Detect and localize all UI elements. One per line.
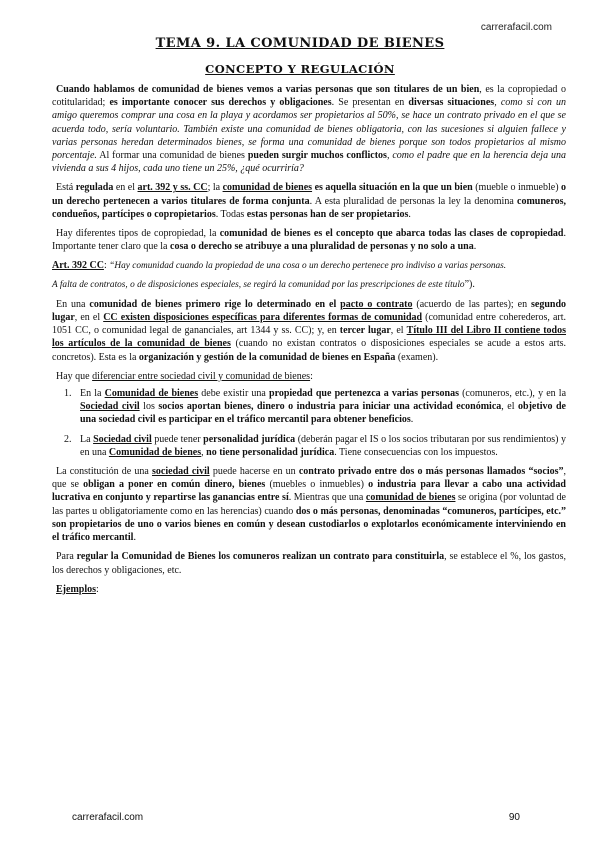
p6-text-10: , el — [390, 325, 407, 337]
footer-site-name: carrerafacil.com — [72, 812, 144, 823]
p4-text-1: : — [103, 260, 110, 272]
p6-bold-13: organización y gestión de la comunidad de bienes en España — [138, 351, 396, 363]
p1-text-2: , es la copropiedad o cotitularidad; — [52, 84, 566, 109]
p8-sociedad: sociedad civil — [152, 466, 210, 478]
page-number: 90 — [508, 812, 520, 823]
li1-sociedad: Sociedad civil — [80, 401, 140, 413]
p6-text-14: (examen). — [395, 351, 439, 363]
li2-bold-4: personalidad jurídica — [203, 433, 296, 445]
li2-comunidad: Comunidad de bienes — [108, 446, 202, 458]
p9-bold-2: regular la Comunidad de Bienes los comuneros realizan un contrato para constituirla — [76, 551, 445, 563]
p6-text-12: (cuando no existan contratos o disposiciones especiales se acude a estos arts. concretos). Esta es la — [52, 338, 566, 363]
p3-bold-2: comunidad de bienes es el concepto que abarca todas las clases de copropiedad — [219, 228, 564, 240]
list-item — [74, 387, 566, 427]
p6-text-4: (acuerdo de las partes); en — [412, 298, 532, 310]
p6-text-6: , en el — [74, 312, 104, 324]
li2-text-7: , — [201, 446, 207, 458]
p7-text-3: : — [310, 370, 313, 382]
li1-text-11: . — [410, 414, 414, 426]
p1-bold-5: diversas situaciones — [408, 97, 495, 109]
p1-text-7: Al formar una comunidad de bienes — [96, 150, 248, 162]
li1-text-5: (comuneros, etc.), y en la — [458, 388, 567, 400]
p2-term: comunidad de bienes — [222, 182, 313, 194]
paragraph-constitution — [52, 465, 566, 544]
li2-text-5: (deberán pagar el IS o los socios tributaran por sus rendimientos) y en una — [80, 433, 566, 458]
paragraph-article-quote — [52, 259, 566, 273]
p4-quote: “Hay comunidad cuando la propiedad de una cosa o un derecho pertenece pro indiviso a varias personas. — [109, 261, 507, 272]
li1-bold-4: propiedad que pertenezca a varias personas — [269, 388, 459, 400]
paragraph-regular — [52, 550, 566, 576]
p2-text-3: en el — [113, 182, 138, 194]
li1-text-9: , el — [501, 401, 519, 413]
p2-text-12: . Todas — [215, 208, 247, 220]
li1-text-7: los — [139, 401, 159, 413]
li2-bold-8: no tiene personalidad jurídica — [206, 446, 335, 458]
p1-italic-9: , como el padre que en la herencia deja una vivienda a sus 4 hijos, cada uno tiene un 25%, ¿qué ocurriría? — [52, 150, 566, 175]
p6-text-8: (comunidad entre coherederos, art. 1051 CC, o comunidad legal de gananciales, art 1344 y ss. CC); y, en — [52, 312, 567, 337]
p6-title-iii: Título III del Libro II contiene todos los artículos de la comunidad de bienes — [52, 325, 567, 350]
p2-bold-2: regulada — [75, 182, 114, 194]
p8-text-7: (muebles o inmuebles) — [265, 479, 369, 491]
p1-bold-1: Cuando hablamos de comunidad de bienes vemos a varias personas que son titulares de un bien — [56, 84, 480, 95]
li1-text-1: En la — [80, 388, 105, 400]
p2-text-14: . — [408, 208, 411, 220]
p1-bold-8: pueden surgir muchos conflictos — [247, 150, 387, 162]
p5-text-1: A falta de contratos, o — [52, 279, 138, 290]
p8-text-1: La constitución de una — [56, 466, 153, 478]
p2-bold-13: estas personas han de ser propietarios — [246, 208, 409, 220]
p2-text-1: Está — [56, 182, 76, 194]
p8-text-13: . — [133, 532, 136, 544]
p6-bold-5: segundo lugar — [52, 298, 567, 324]
examples-heading: Ejemplos — [56, 583, 96, 595]
paragraph-examples — [52, 583, 566, 596]
p2-bold-7: es aquella situación en la que un bien — [312, 182, 473, 194]
paragraph-order — [52, 298, 566, 364]
differences-list — [52, 387, 566, 459]
paragraph-types — [52, 227, 566, 253]
li1-bold-10: objetivo de una sociedad civil es participar en el tráfico mercantil para obtener beneficios — [80, 401, 566, 426]
p7-underlined: diferenciar entre sociedad civil y comunidad de bienes — [92, 370, 311, 382]
paragraph-differentiate — [52, 370, 566, 383]
p5-text-3: ”). — [464, 278, 475, 290]
p8-bold-6: obligan a poner en común dinero, bienes — [83, 479, 266, 491]
p3-bold-4: cosa o derecho se atribuye a una pluralidad de personas y no solo a una — [170, 241, 474, 253]
p5-text-2: de disposiciones especiales, se regirá la comunidad por las prescripciones de este título — [137, 279, 465, 290]
p2-text-8: (mueble o inmueble) — [472, 182, 562, 194]
p4-article-ref: Art. 392 CC — [52, 260, 104, 272]
p8-text-5: , que se — [52, 466, 567, 491]
p8-text-9: . Mientras que una — [288, 492, 366, 504]
p8-bold-12: dos o más personas, denominadas “comuneros, partícipes, etc.” son propietarios de uno o varios bienes en común y desean custodiarlos o explotarlos económicamente interviniendo en el tráfico mercantil — [52, 505, 567, 544]
p7-text-1: Hay que — [56, 370, 93, 382]
p8-bold-8: o industria para llevar a cabo una actividad lucrativa en conjunto y repartirse las ganancias entre sí — [52, 479, 566, 504]
p6-bold-9: tercer lugar — [339, 325, 391, 337]
p6-contract: pacto o contrato — [340, 298, 413, 310]
p8-text-11: se origina (por voluntad de las partes u obligatoriamente como en las herencias) cuando — [52, 492, 566, 517]
p3-text-1: Hay diferentes tipos de copropiedad, la — [56, 228, 220, 240]
p1-bold-3: es importante conocer sus derechos y obligaciones — [109, 97, 332, 109]
p8-text-3: puede hacerse en un — [209, 466, 299, 478]
li1-comunidad: Comunidad de bienes — [104, 388, 199, 400]
document-body — [52, 83, 566, 602]
p2-article-ref: art. 392 y ss. CC — [137, 182, 208, 194]
paragraph-regulation — [52, 181, 566, 221]
p2-text-10: . A esta pluralidad de personas la ley la denomina — [309, 195, 517, 207]
p8-bold-4: contrato privado entre dos o más personas llamados “socios” — [298, 466, 564, 478]
p9-text-1: Para — [56, 551, 77, 563]
li2-sociedad: Sociedad civil — [93, 433, 152, 445]
paragraph-quote-cont — [52, 278, 566, 292]
li2-text-3: puede tener — [151, 433, 204, 445]
p2-bold-11: comuneros, condueños, partícipes o copropietarios — [52, 195, 566, 220]
section-subtitle: CONCEPTO Y REGULACIÓN — [205, 62, 395, 76]
p2-bold-9: o un derecho pertenecen a varios titulares de forma conjunta — [52, 182, 567, 207]
li1-text-3: debe existir una — [198, 388, 270, 400]
list-item — [74, 433, 566, 459]
p6-cc-dispositions: CC existen disposiciones específicas para diferentes formas de comunidad — [103, 312, 423, 324]
paragraph-intro — [52, 83, 566, 175]
page-title: TEMA 9. LA COMUNIDAD DE BIENES — [155, 36, 445, 51]
p10-text-2: : — [96, 583, 99, 595]
li1-bold-8: socios aportan bienes, dinero o industria para iniciar una actividad económica — [158, 401, 502, 413]
p8-comunidad: comunidad de bienes — [365, 492, 456, 504]
p6-text-1: En una — [56, 298, 90, 310]
p1-text-4: . Se presentan en — [331, 97, 409, 109]
p1-italic-6: , como si con un amigo queremos comprar una cosa en la playa y acordamos ser propietarios al 50%, se hace un contrato privado en el que se acuerda todo, sería voluntario. También existe una comunidad de bienes obligatoria, con las sucesiones si alguien fallece y varias personas heredan determinados bienes, se forma una comunidad de bienes porque son todos propietarios al mismo porcentaje. — [52, 97, 566, 162]
p2-text-5: ; la — [207, 182, 223, 194]
p3-text-5: . — [473, 241, 477, 253]
p9-text-3: , se establece el %, los gastos, los derechos y obligaciones, etc. — [52, 551, 566, 576]
li2-text-9: . Tiene consecuencias con los impuestos. — [334, 446, 498, 458]
p6-bold-2: comunidad de bienes primero rige lo determinado en el — [89, 298, 341, 310]
header-site-name: carrerafacil.com — [480, 22, 552, 33]
p3-text-3: . Importante tener claro que la — [52, 228, 566, 253]
li2-text-1: La — [80, 433, 94, 445]
